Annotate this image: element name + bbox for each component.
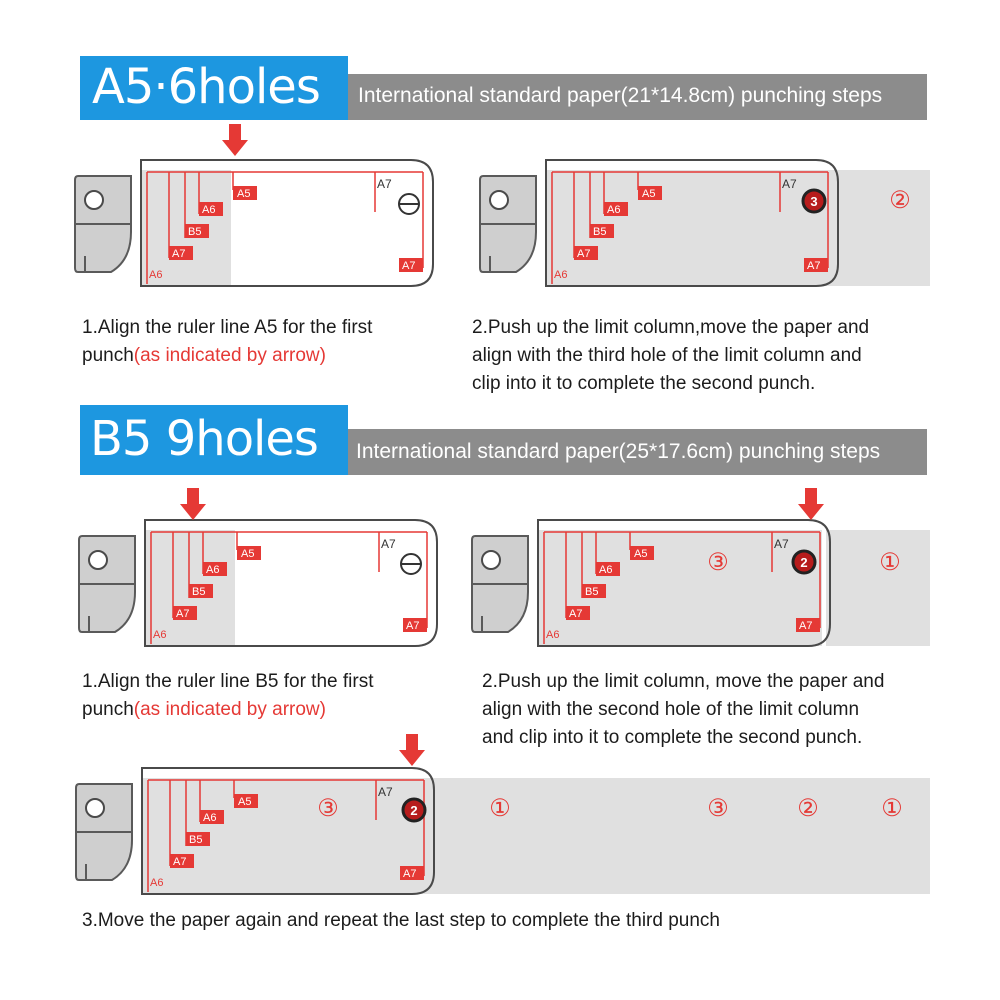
paper-sheet — [830, 170, 930, 286]
b5-step1-diagram — [79, 520, 437, 646]
a5-step2-diagram — [480, 160, 838, 286]
a5-step1-caption: 1.Align the ruler line A5 for the first punch(as indicated by arrow) — [82, 317, 373, 366]
a5-step1-diagram — [75, 160, 433, 286]
b5-step1-caption: 1.Align the ruler line B5 for the first punch(as indicated by arrow) — [82, 671, 374, 720]
svg-text:A7: A7 — [378, 785, 393, 799]
svg-text:A7: A7 — [176, 608, 190, 620]
down-arrow-icon — [222, 124, 248, 156]
svg-text:A6: A6 — [599, 564, 613, 576]
svg-text:A6: A6 — [546, 629, 560, 641]
ruler-label-a7-low: A7 — [172, 248, 186, 260]
svg-text:A7: A7 — [403, 868, 417, 880]
a5-header-subtitle: International standard paper(21*14.8cm) punching steps — [358, 84, 883, 107]
svg-text:A5: A5 — [642, 188, 656, 200]
ruler-label-a7-tag: A7 — [402, 260, 416, 272]
svg-text:A7: A7 — [782, 177, 797, 191]
svg-text:A6: A6 — [607, 204, 621, 216]
svg-text:A6: A6 — [153, 629, 167, 641]
svg-text:①: ① — [879, 549, 901, 576]
ruler-label-a6-bottom: A6 — [149, 269, 163, 281]
svg-text:B5: B5 — [585, 586, 599, 598]
b5-header-subtitle: International standard paper(25*17.6cm) punching steps — [356, 440, 881, 463]
svg-text:A5: A5 — [634, 548, 648, 560]
svg-text:A7: A7 — [406, 620, 420, 632]
svg-text:B5: B5 — [593, 226, 607, 238]
svg-text:A7: A7 — [774, 537, 789, 551]
svg-text:A6: A6 — [203, 812, 217, 824]
b5-header-title: B5 9holes — [80, 405, 348, 475]
down-arrow-icon — [180, 488, 206, 520]
ruler-label-a6: A6 — [202, 204, 216, 216]
svg-text:A7: A7 — [577, 248, 591, 260]
svg-text:①: ① — [489, 795, 511, 822]
ruler-label-b5: B5 — [188, 226, 202, 238]
svg-text:A6: A6 — [150, 877, 164, 889]
svg-text:B5: B5 — [189, 834, 203, 846]
svg-text:A7: A7 — [381, 537, 396, 551]
b5-step3-diagram — [76, 768, 434, 894]
svg-text:A6: A6 — [554, 269, 568, 281]
svg-text:B5: B5 — [192, 586, 206, 598]
svg-text:A7: A7 — [173, 856, 187, 868]
b5-step2-caption: 2.Push up the limit column, move the paper and align with the second hole of the limit column and clip into it to complete the second punch. — [482, 671, 885, 748]
a5-header-title: A5·6holes — [80, 56, 348, 120]
a5-step2-caption: 2.Push up the limit column,move the paper and align with the third hole of the limit column and clip into it to complete the second punch. — [472, 317, 870, 394]
b5-step3-caption: 3.Move the paper again and repeat the last step to complete the third punch — [82, 910, 720, 931]
svg-text:①: ① — [881, 795, 903, 822]
ruler-label-a7-top: A7 — [377, 177, 392, 191]
svg-text:A7: A7 — [799, 620, 813, 632]
svg-text:②: ② — [797, 795, 819, 822]
b5-step2-diagram — [472, 520, 830, 646]
svg-text:2: 2 — [410, 803, 418, 818]
ruler-label-a5: A5 — [237, 188, 251, 200]
svg-text:A6: A6 — [206, 564, 220, 576]
hole-number-2: ② — [889, 187, 911, 214]
svg-text:3: 3 — [810, 194, 818, 209]
svg-text:③: ③ — [707, 549, 729, 576]
svg-text:A5: A5 — [241, 548, 255, 560]
svg-text:2: 2 — [800, 555, 808, 570]
svg-text:A7: A7 — [807, 260, 821, 272]
svg-text:A5: A5 — [238, 796, 252, 808]
down-arrow-icon — [399, 734, 425, 766]
svg-text:A7: A7 — [569, 608, 583, 620]
svg-text:③: ③ — [317, 795, 339, 822]
svg-text:③: ③ — [707, 795, 729, 822]
down-arrow-icon — [798, 488, 824, 520]
